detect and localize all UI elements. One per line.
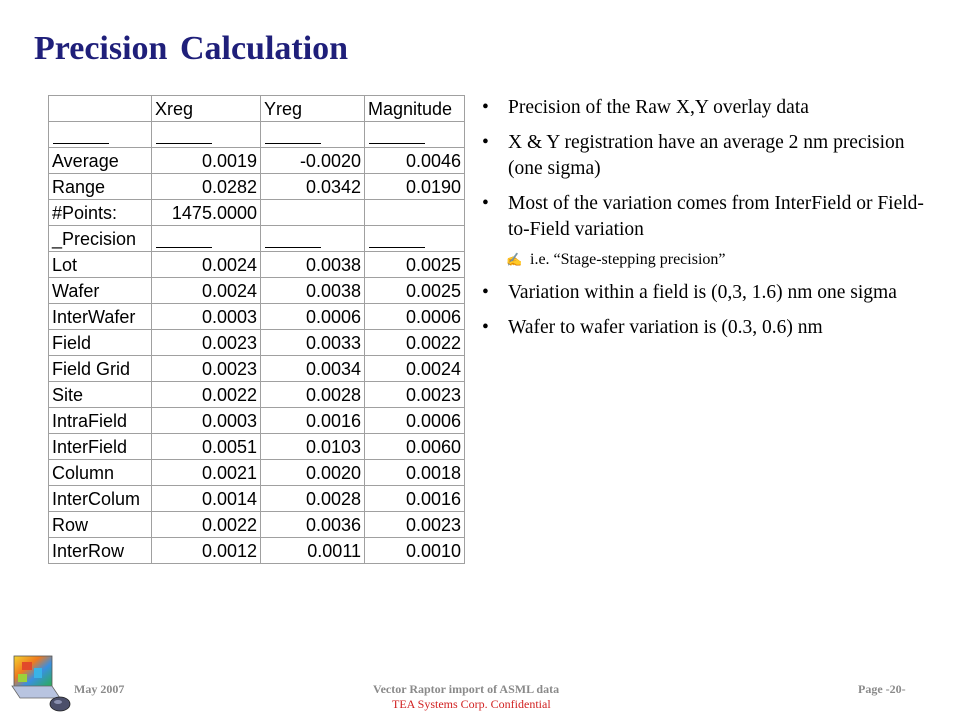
yreg-cell: 0.0006 xyxy=(261,304,365,330)
yreg-cell: 0.0038 xyxy=(261,252,365,278)
bullet-text: Wafer to wafer variation is (0.3, 0.6) nm xyxy=(508,317,823,338)
xreg-cell: 0.0024 xyxy=(152,252,261,278)
xreg-cell: 0.0022 xyxy=(152,512,261,538)
magnitude-cell: 0.0190 xyxy=(365,174,465,200)
table-row xyxy=(49,408,465,434)
xreg-cell: 0.0003 xyxy=(152,408,261,434)
row-label: InterField xyxy=(49,434,152,460)
footer-page-number: Page -20- xyxy=(858,682,906,696)
row-label: InterColum xyxy=(49,486,152,512)
table-row xyxy=(49,434,465,460)
row-label: Field Grid xyxy=(49,356,152,382)
bullet-item xyxy=(482,130,932,182)
xreg-cell: 0.0023 xyxy=(152,356,261,382)
table-row xyxy=(49,304,465,330)
yreg-cell: -0.0020 xyxy=(261,148,365,174)
row-label: Field xyxy=(49,330,152,356)
magnitude-cell: 0.0023 xyxy=(365,382,465,408)
table-row xyxy=(49,460,465,486)
underline-cell xyxy=(152,122,261,148)
yreg-cell: 0.0011 xyxy=(261,538,365,564)
precision-underline-row xyxy=(49,226,465,252)
precision-table xyxy=(48,95,465,564)
magnitude-cell: 0.0060 xyxy=(365,434,465,460)
bullet-dot-icon: • xyxy=(482,132,489,153)
table-row xyxy=(49,148,465,174)
yreg-cell: 0.0016 xyxy=(261,408,365,434)
xreg-cell: 0.0022 xyxy=(152,382,261,408)
xreg-cell: 0.0021 xyxy=(152,460,261,486)
yreg-cell: 0.0342 xyxy=(261,174,365,200)
magnitude-cell: 0.0022 xyxy=(365,330,465,356)
bullet-text: Variation within a field is (0,3, 1.6) nm one sigma xyxy=(508,282,897,303)
row-label: Column xyxy=(49,460,152,486)
xreg-cell: 1475.0000 xyxy=(152,200,261,226)
underline-cell xyxy=(152,226,261,252)
yreg-cell: 0.0038 xyxy=(261,278,365,304)
bullet-text: X & Y registration have an average 2 nm precision (one sigma) xyxy=(508,132,905,179)
magnitude-cell: 0.0025 xyxy=(365,252,465,278)
bullet-item xyxy=(482,280,932,306)
yreg-cell: 0.0034 xyxy=(261,356,365,382)
header-cell-blank xyxy=(49,96,152,122)
xreg-cell: 0.0019 xyxy=(152,148,261,174)
underline-cell xyxy=(365,226,465,252)
footer-date: May 2007 xyxy=(74,682,125,696)
table-row xyxy=(49,382,465,408)
magnitude-cell: 0.0023 xyxy=(365,512,465,538)
row-label: InterWafer xyxy=(49,304,152,330)
row-label: Site xyxy=(49,382,152,408)
yreg-cell: 0.0028 xyxy=(261,486,365,512)
magnitude-cell: 0.0016 xyxy=(365,486,465,512)
table-row xyxy=(49,356,465,382)
sub-bullet-item xyxy=(482,250,932,270)
bullet-dot-icon: • xyxy=(482,282,489,303)
magnitude-cell: 0.0006 xyxy=(365,304,465,330)
magnitude-cell: 0.0025 xyxy=(365,278,465,304)
table-row xyxy=(49,486,465,512)
writing-hand-icon: ✍ xyxy=(506,252,523,267)
bullet-dot-icon: • xyxy=(482,317,489,338)
bullet-text: Precision of the Raw X,Y overlay data xyxy=(508,97,809,118)
row-label: Range xyxy=(49,174,152,200)
magnitude-cell xyxy=(365,200,465,226)
row-label: InterRow xyxy=(49,538,152,564)
row-label: IntraField xyxy=(49,408,152,434)
header-cell: Yreg xyxy=(261,96,365,122)
bullet-dot-icon: • xyxy=(482,193,489,214)
row-label: Average xyxy=(49,148,152,174)
wafer-map-logo-icon xyxy=(8,652,72,714)
bullet-dot-icon: • xyxy=(482,97,489,118)
yreg-cell: 0.0028 xyxy=(261,382,365,408)
footer-confidential: TEA Systems Corp. Confidential xyxy=(392,697,551,711)
magnitude-cell: 0.0046 xyxy=(365,148,465,174)
table-row xyxy=(49,512,465,538)
row-label: Row xyxy=(49,512,152,538)
bullet-text: Most of the variation comes from InterField or Field-to-Field variation xyxy=(508,193,924,240)
bullet-item xyxy=(482,191,932,243)
row-label: Lot xyxy=(49,252,152,278)
underline-row xyxy=(49,122,465,148)
row-label: #Points: xyxy=(49,200,152,226)
xreg-cell: 0.0023 xyxy=(152,330,261,356)
underline-cell xyxy=(49,122,152,148)
header-cell: Xreg xyxy=(152,96,261,122)
underline-cell xyxy=(365,122,465,148)
footer-title: Vector Raptor import of ASML data xyxy=(373,682,560,696)
xreg-cell: 0.0014 xyxy=(152,486,261,512)
header-cell: Magnitude xyxy=(365,96,465,122)
magnitude-cell: 0.0018 xyxy=(365,460,465,486)
yreg-cell: 0.0020 xyxy=(261,460,365,486)
bullet-item xyxy=(482,315,932,341)
bullet-list xyxy=(482,95,932,350)
table-row xyxy=(49,278,465,304)
xreg-cell: 0.0051 xyxy=(152,434,261,460)
underline-cell xyxy=(261,122,365,148)
table-row xyxy=(49,174,465,200)
table-row xyxy=(49,200,465,226)
table-row xyxy=(49,538,465,564)
yreg-cell: 0.0036 xyxy=(261,512,365,538)
table-row xyxy=(49,330,465,356)
bullet-item xyxy=(482,95,932,121)
table-header-row xyxy=(49,96,465,122)
magnitude-cell: 0.0024 xyxy=(365,356,465,382)
table-row xyxy=(49,252,465,278)
bullet-text: i.e. “Stage-stepping precision” xyxy=(530,251,726,268)
yreg-cell xyxy=(261,200,365,226)
yreg-cell: 0.0033 xyxy=(261,330,365,356)
slide-title: Precision Calculation xyxy=(34,30,349,67)
magnitude-cell: 0.0006 xyxy=(365,408,465,434)
underline-cell xyxy=(261,226,365,252)
magnitude-cell: 0.0010 xyxy=(365,538,465,564)
row-label: Wafer xyxy=(49,278,152,304)
xreg-cell: 0.0282 xyxy=(152,174,261,200)
xreg-cell: 0.0012 xyxy=(152,538,261,564)
xreg-cell: 0.0024 xyxy=(152,278,261,304)
xreg-cell: 0.0003 xyxy=(152,304,261,330)
precision-label: _Precision xyxy=(49,226,152,252)
yreg-cell: 0.0103 xyxy=(261,434,365,460)
